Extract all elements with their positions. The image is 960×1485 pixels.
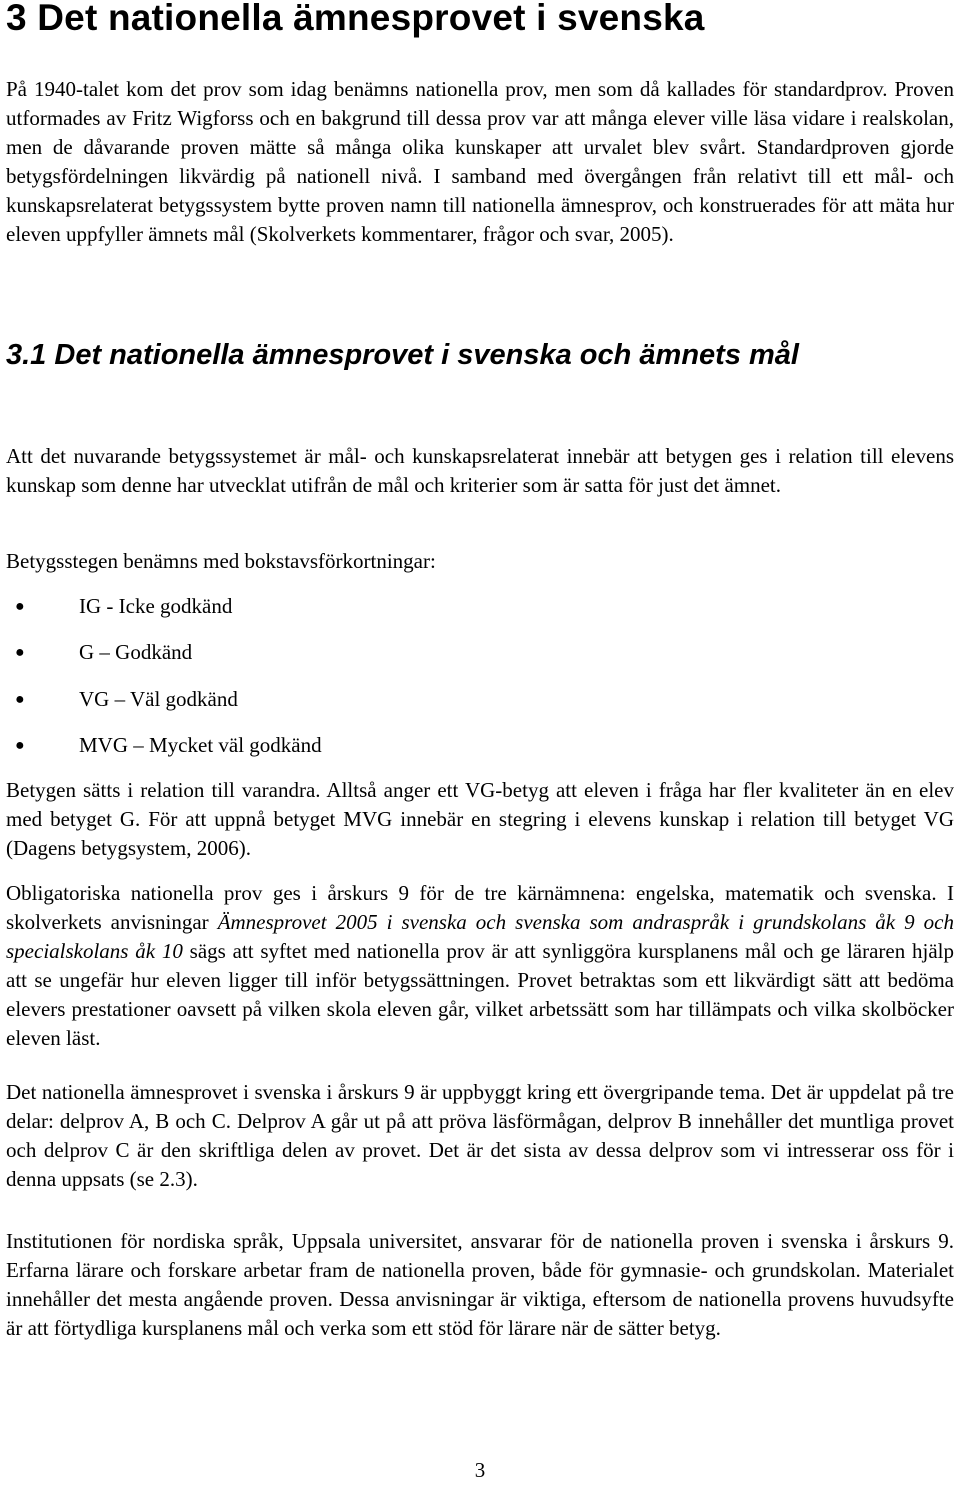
paragraph-grading-system: Att det nuvarande betygssystemet är mål- och kunskapsrelaterat innebär att betygen ges i relation till elevens kunskap som denne har utvecklat utifrån de mål och kriterier som är satta för just det ämnet.	[6, 444, 954, 498]
paragraph-grade-relations: Betygen sätts i relation till varandra. Alltså anger ett VG-betyg att eleven i fråga har fler kvaliteter än en elev med betyget G. För att uppnå betyget MVG innebär en stegring i elevens kunskap i relation till betyget VG (Dagens betygsystem, 2006).	[6, 778, 954, 861]
paragraph-national-tests: Obligatoriska nationella prov ges i årskurs 9 för de tre kärnämnena: engelska, matematik och svenska. I skolverkets anvisningar Ämnesprovet 2005 i svenska och svenska som andraspråk i grundskolans åk 9 och specialskolans åk 10 sägs att syftet med nationella prov är att synliggöra kursplanens mål och ge läraren hjälp att se ungefär hur eleven ligger till inför betygssättningen. Provet betraktas som ett likvärdigt sätt att bedöma elevers prestationer oavsett på vilken skola eleven går, vilket arbetssätt som har tillämpats och vilka skolböcker eleven läst.	[6, 881, 955, 1051]
paragraph-test-structure: Det nationella ämnesprovet i svenska i årskurs 9 är uppbyggt kring ett övergripande tema. Det är uppdelat på tre delar: delprov A, B och C. Delprov A går ut på att pröva läsförmågan, delprov B innehåller det muntliga provet och delprov C är den skriftliga delen av provet. Det är det sista av dessa delprov som vi intresserar oss för i denna uppsats (se 2.3).	[6, 1080, 954, 1192]
bullet-icon: ●	[15, 737, 25, 754]
bullet-icon: ●	[15, 644, 25, 661]
paragraph-institution: Institutionen för nordiska språk, Uppsala universitet, ansvarar för de nationella proven i svenska i årskurs 9. Erfarna lärare och forskare arbetar fram de nationella proven, både för gymnasie- och grundskolan. Materialet innehåller det mesta angående proven. Dessa anvisningar är viktiga, eftersom de nationella provens huvudsyfte är att förtydliga kursplanens mål och verka som ett stöd för lärare när de sätter betyg.	[6, 1229, 954, 1341]
section-heading: 3.1 Det nationella ämnesprovet i svenska och ämnets mål	[6, 339, 799, 371]
paragraph-grade-steps-intro: Betygsstegen benämns med bokstavsförkortningar:	[6, 549, 436, 573]
document-title: Ämnesprovet 2005 i svenska och svenska som andraspråk i grundskolans åk 9 och specialskolans åk 10	[6, 910, 954, 964]
document-page: 3 Det nationella ämnesprovet i svenska På 1940-talet kom det prov som idag benämns nationella prov, men som då kallades för standardprov. Proven utformades av Fritz Wigforss och en bakgrund till dessa prov var att många elever ville läsa vidare i realskolan, men de dåvarande proven mätte så många olika kunskaper att urvalet blev svårt. Standardproven gjorde betygsfördelningen likvärdig på nationell nivå. I samband med övergången från relativt till ett mål- och kunskapsrelaterat betygssystem bytte proven namn till nationella ämnesprov, och konstruerades för att mäta hur eleven uppfyller ämnets mål (Skolverkets kommentarer, frågor och svar, 2005). 3.1 Det nationella ämnesprovet i svenska och ämnets mål Att det nuvarande betygssystemet är mål- och kunskapsrelaterat innebär att betygen ges i relation till elevens kunskap som denne har utvecklat utifrån de mål och kriterier som är satta för just det ämnet. Betygsstegen benämns med bokstavsförkortningar: ● IG - Icke godkänd ● G – Godkänd ● VG – Väl godkänd ● MVG – Mycket väl godkänd Betygen sätts i relation till varandra. Alltså anger ett VG-betyg att eleven i fråga har fler kvaliteter än en elev med betyget G. För att uppnå betyget MVG innebär en stegring i elevens kunskap i relation till betyget VG (Dagens betygsystem, 2006). Obligatoriska nationella prov ges i årskurs 9 för de tre kärnämnena: engelska, matematik och svenska. I skolverkets anvisningar Ämnesprovet 2005 i svenska och svenska som andraspråk i grundskolans åk 9 och specialskolans åk 10 sägs att syftet med nationella prov är att synliggöra kursplanens mål och ge läraren hjälp att se ungefär hur eleven ligger till inför betygssättningen. Provet betraktas som ett likvärdigt sätt att bedöma elevers prestationer oavsett på vilken skola eleven går, vilket arbetssätt som har tillämpats och vilka skolböcker eleven läst. Det nationella ämnesprovet i svenska i årskurs 9 är uppbyggt kring ett övergripande tema. Det är uppdelat på tre delar: delprov A, B och C. Delprov A går ut på att pröva läsförmågan, delprov B innehåller det muntliga provet och delprov C är den skriftliga delen av provet. Det är det sista av dessa delprov som vi intresserar oss för i denna uppsats (se 2.3). Institutionen för nordiska språk, Uppsala universitet, ansvarar för de nationella proven i svenska i årskurs 9. Erfarna lärare och forskare arbetar fram de nationella proven, både för gymnasie- och grundskolan. Materialet innehåller det mesta angående proven. Dessa anvisningar är viktiga, eftersom de nationella provens huvudsyfte är att förtydliga kursplanens mål och verka som ett stöd för lärare när de sätter betyg. 3	[0, 0, 960, 1480]
bullet-icon: ●	[15, 598, 25, 615]
bullet-icon: ●	[15, 691, 25, 708]
paragraph-history: På 1940-talet kom det prov som idag benämns nationella prov, men som då kallades för standardprov. Proven utformades av Fritz Wigforss och en bakgrund till dessa prov var att många elever ville läsa vidare i realskolan, men de dåvarande proven mätte så många olika kunskaper att urvalet blev svårt. Standardproven gjorde betygsfördelningen likvärdig på nationell nivå. I samband med övergången från relativt till ett mål- och kunskapsrelaterat betygssystem bytte proven namn till nationella ämnesprov, och konstruerades för att mäta hur eleven uppfyller ämnets mål (Skolverkets kommentarer, frågor och svar, 2005).	[6, 77, 954, 247]
page-number: 3	[474, 1458, 486, 1482]
chapter-heading: 3 Det nationella ämnesprovet i svenska	[6, 0, 705, 38]
